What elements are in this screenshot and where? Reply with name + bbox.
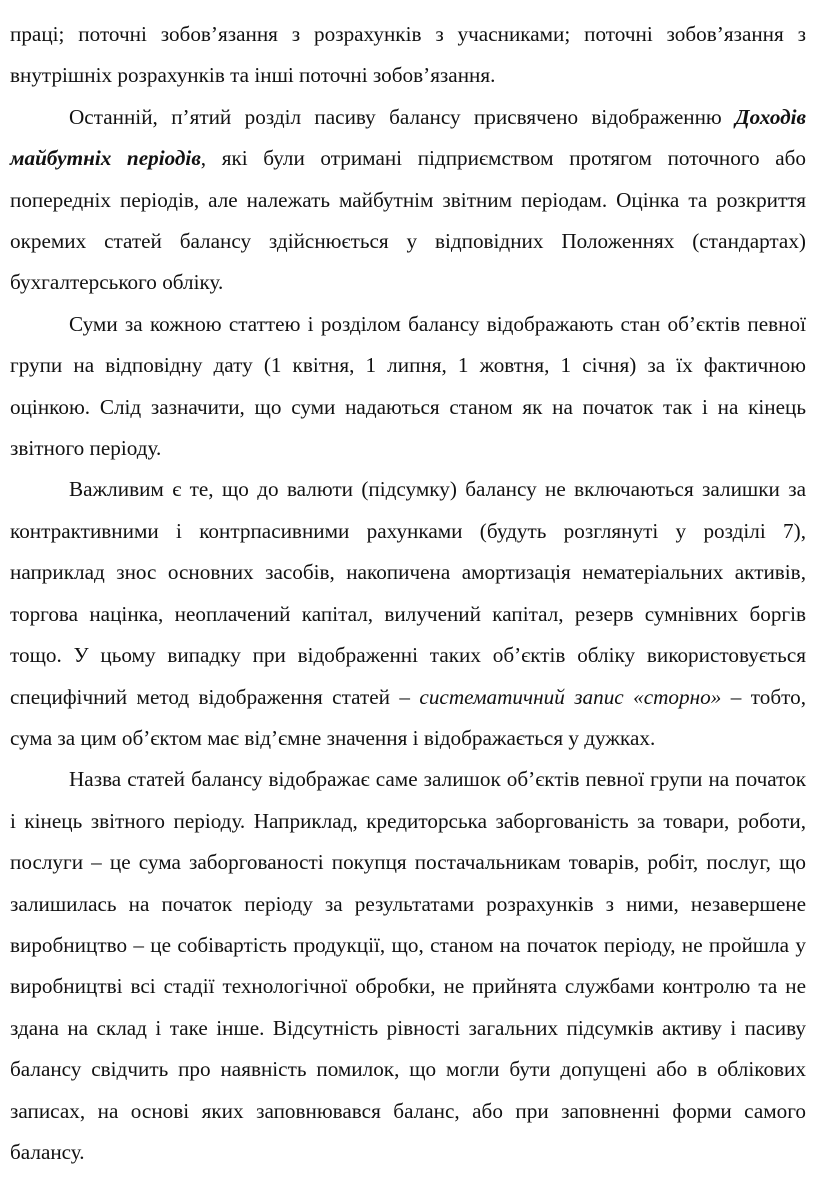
emphasis-term: Доходів майбутніх періодів: [10, 104, 806, 171]
paragraph-text: Важливим є те, що до валюти (підсумку) балансу не включаються залишки за контрактивними і контрпасивними рахунками (будуть розглянуті у розділі 7), наприклад знос основних засобів, накопичена амортизація нематеріальних активів, торгова націнка, неоплачений капітал, вилучений капітал, резерв сумнівних боргів тощо. У цьому випадку при відображенні таких об’єктів обліку використовується специфічний метод відображення статей –: [10, 477, 806, 709]
paragraph-text: – тобто, сума за цим об’єктом має від’ємне значення і відображається у дужках.: [10, 684, 806, 750]
paragraph-balance-sums: Суми за кожною статтею і розділом балансу відображають стан об’єктів певної групи на відповідну дату (1 квітня, 1 липня, 1 жовтня, 1 січня) за їх фактичною оцінкою. Слід зазначити, що суми надаються станом як на початок так і на кінець звітного періоду.: [10, 311, 806, 461]
document-page: [10, 0, 806, 1173]
paragraph-deferred-income: [10, 97, 806, 304]
paragraph-continuation: праці; поточні зобов’язання з розрахунків з учасниками; поточні зобов’язання з внутрішніх розрахунків та інші поточні зобов’язання.: [10, 22, 806, 88]
emphasis-term: систематичний запис «сторно»: [419, 684, 722, 709]
paragraph-article-names: Назва статей балансу відображає саме залишок об’єктів певної групи на початок і кінець звітного періоду. Наприклад, кредиторська заборгованість за товари, роботи, послуги – це сума заборгованості покупця постачальникам товарів, робіт, послуг, що залишилась на початок періоду за результатами розрахунків з ними, незавершене виробництво – це собівартість продукції, що, станом на початок періоду, не пройшла у виробництві всі стадії технологічної обробки, не прийнята службами контролю та не здана на склад і таке інше. Відсутність рівності загальних підсумків активу і пасиву балансу свідчить про наявність помилок, що могли бути допущені або в облікових записах, на основі яких заповнювався баланс, або при заповненні форми самого балансу.: [10, 767, 806, 1164]
paragraph-contra-accounts: [10, 469, 806, 759]
paragraph-text: Останній, п’ятий розділ пасиву балансу присвячено відображенню: [69, 104, 736, 129]
paragraph-text: , які були отримані підприємством протягом поточного або попередніх періодів, але належать майбутнім звітним періодам. Оцінка та розкриття окремих статей балансу здійснюється у відповідних Положеннях (стандартах) бухгалтерського обліку.: [10, 146, 806, 295]
